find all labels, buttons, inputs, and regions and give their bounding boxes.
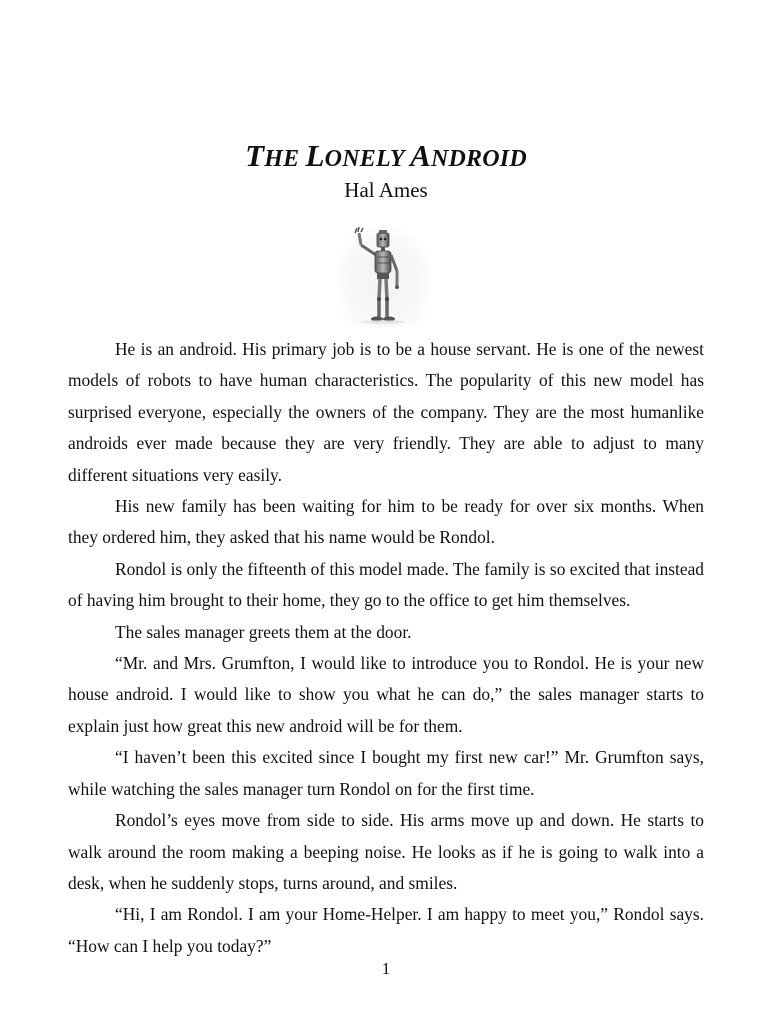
paragraph: Rondol is only the fifteenth of this model made. The family is so excited that instead of having him brought to their home, they go to the office to get him themselves. <box>68 558 704 611</box>
paragraph: Rondol’s eyes move from side to side. His arms move up and down. He starts to walk around the room making a beeping noise. He looks as if he is going to walk into a desk, when he suddenly stops, turns around, and smiles. <box>68 810 704 893</box>
paragraph: He is an android. His primary job is to be a house servant. He is one of the newest models of robots to have human characteristics. The popularity of this new model has surprised everyone, especially the owners of the company. They are the most humanlike androids ever made because they are very friendly. They are able to adjust to many different situations very easily. <box>68 339 704 485</box>
paragraph: “Hi, I am Rondol. I am your Home-Helper. I am happy to meet you,” Rondol says. “How can I help you today?” <box>68 904 704 956</box>
paragraph: His new family has been waiting for him to be ready for over six months. When they ordered him, they asked that his name would be Rondol. <box>68 496 704 548</box>
story-author: Hal Ames <box>344 178 428 202</box>
story-body <box>68 334 704 962</box>
waving-robot-icon <box>339 227 429 327</box>
page-number: 1 <box>381 959 391 978</box>
paragraph: “Mr. and Mrs. Grumfton, I would like to introduce you to Rondol. He is your new house android. I would like to show you what he can do,” the sales manager starts to explain just how great this new android will be for them. <box>68 653 704 736</box>
story-title <box>68 136 704 179</box>
document-page <box>68 0 704 1024</box>
title-initial: A <box>410 138 431 173</box>
title-text: HE <box>264 146 306 172</box>
title-initial: T <box>245 138 265 173</box>
paragraph: “I haven’t been this excited since I bought my first new car!” Mr. Grumfton says, while watching the sales manager turn Rondol on for the first time. <box>68 747 704 799</box>
paragraph: The sales manager greets them at the door. <box>115 621 412 642</box>
title-text: NDROID <box>430 146 527 172</box>
title-initial: L <box>305 138 325 173</box>
title-text: ONELY <box>324 146 411 172</box>
